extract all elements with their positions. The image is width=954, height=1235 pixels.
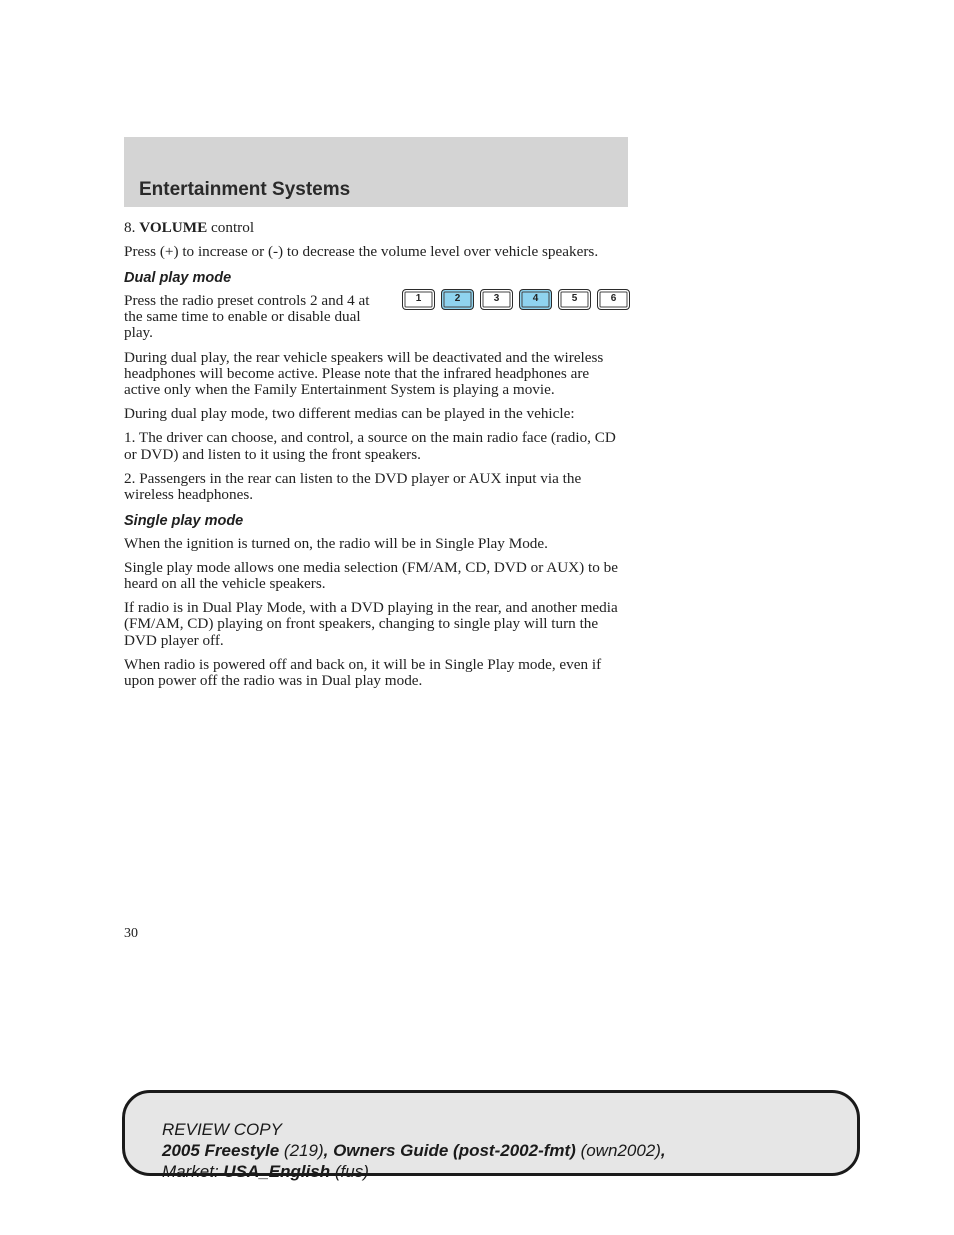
page-number: 30 (124, 926, 138, 941)
item-number: 8. (124, 219, 140, 236)
footer-guide-code: (own2002) (575, 1141, 661, 1160)
volume-item (124, 220, 628, 236)
footer-model-code: (219) (279, 1141, 324, 1160)
review-copy-footer (122, 1090, 860, 1181)
single-play-paragraph: When the ignition is turned on, the radio will be in Single Play Mode. (124, 534, 548, 552)
footer-market: USA_English (223, 1162, 331, 1181)
footer-market-code: (fus) (330, 1162, 369, 1181)
preset-button-4: 4 (519, 289, 552, 310)
single-play-heading: Single play mode (124, 513, 244, 530)
section-title: Entertainment Systems (139, 179, 351, 200)
preset-button-5: 5 (558, 289, 591, 310)
footer-guide: Owners Guide (post-2002-fmt) (333, 1141, 576, 1160)
preset-button-6: 6 (597, 289, 630, 310)
preset-button-2: 2 (441, 289, 474, 310)
footer-market-label: Market: (162, 1162, 224, 1181)
volume-paragraph: Press (+) to increase or (-) to decrease the volume level over vehicle speakers. (124, 243, 599, 261)
footer-sep: , (660, 1141, 666, 1160)
review-copy-label: REVIEW COPY (162, 1120, 282, 1139)
footer-text (162, 1119, 666, 1182)
preset-button-1: 1 (402, 289, 435, 310)
page-content (124, 220, 628, 697)
dual-play-paragraph: During dual play mode, two different medias can be played in the vehicle: (124, 405, 575, 423)
footer-line-2 (162, 1140, 666, 1161)
dual-play-paragraph: During dual play, the rear vehicle speakers will be deactivated and the wireless headphones will become active. Please note that the infrared headphones are active only when the Family Entertainment System is playing a movie. (124, 348, 604, 399)
footer-sep: , (323, 1141, 334, 1160)
dual-play-paragraph: 1. The driver can choose, and control, a source on the main radio face (radio, CD or DVD) and listen to it using the front speakers. (124, 429, 616, 463)
single-play-paragraph: When radio is powered off and back on, it will be in Single Play mode, even if upon power off the radio was in Dual play mode. (124, 655, 602, 690)
preset-buttons-illustration (402, 289, 630, 310)
single-play-paragraph: If radio is in Dual Play Mode, with a DVD playing in the rear, and another media (FM/AM, CD) playing on front speakers, changing to single play will turn the DVD player off. (124, 599, 618, 649)
dual-play-heading: Dual play mode (124, 270, 232, 287)
footer-line-3 (162, 1161, 666, 1182)
single-play-paragraph: Single play mode allows one media selection (FM/AM, CD, DVD or AUX) to be heard on all the vehicle speakers. (124, 558, 618, 593)
volume-label: VOLUME (139, 219, 208, 236)
header-band (124, 137, 628, 207)
volume-rest: control (207, 219, 255, 236)
dual-play-instruction: Press the radio preset controls 2 and 4 at the same time to enable or disable dual play. (124, 291, 370, 342)
preset-button-3: 3 (480, 289, 513, 310)
footer-model: 2005 Freestyle (162, 1141, 280, 1160)
dual-play-paragraph: 2. Passengers in the rear can listen to the DVD player or AUX input via the wireless headphones. (124, 469, 582, 504)
footer-line-1 (162, 1119, 666, 1140)
dual-play-instruction-row (124, 293, 628, 342)
